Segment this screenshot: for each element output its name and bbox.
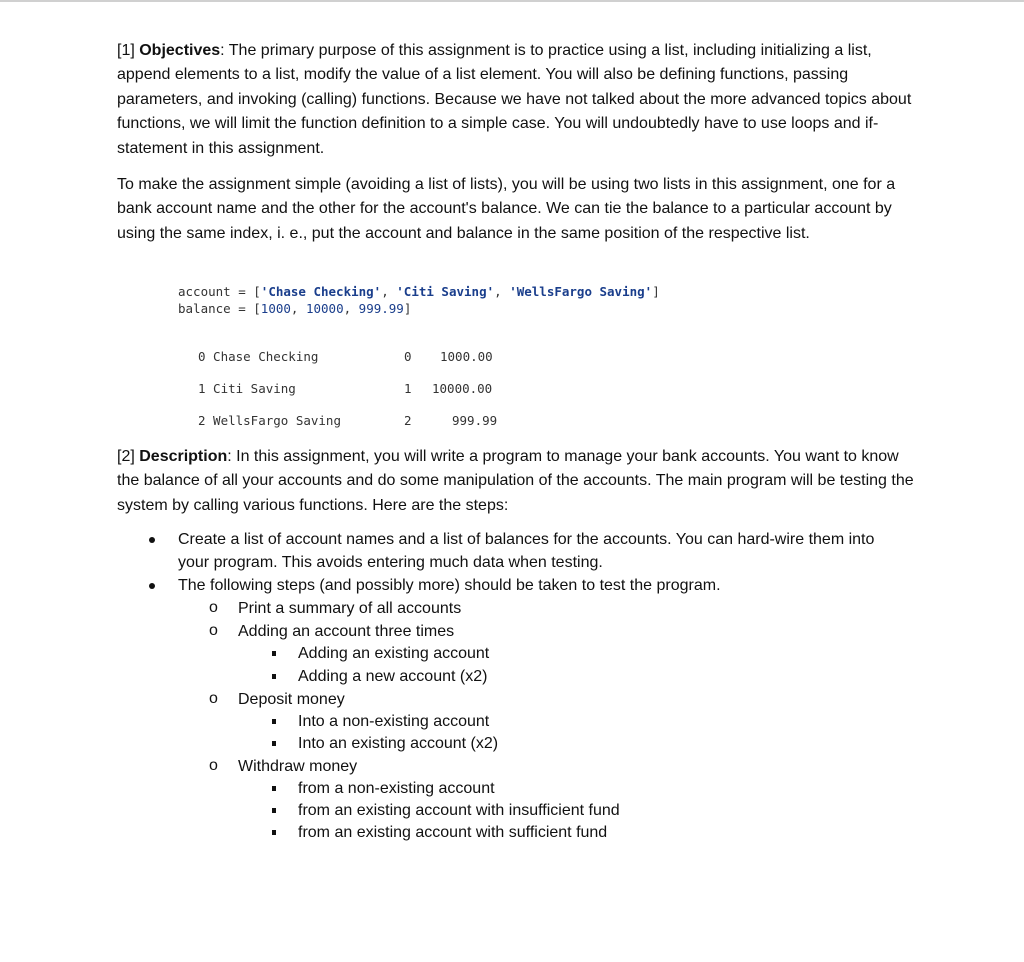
list-item: Adding an account three times bbox=[238, 623, 455, 640]
list-item: Deposit money bbox=[238, 691, 345, 708]
list-item: Into an existing account (x2) bbox=[298, 735, 499, 752]
table-row-index: 1 bbox=[404, 381, 412, 396]
table-row-index: 0 bbox=[404, 349, 412, 364]
intro-paragraph: To make the assignment simple (avoiding a list of lists), you will be using two lists in this assignment, one for a bank account name and the other for the account's balance. We can tie the balance to a particular account by using the same index, i. e., put the account and balance in the same position of the respective list. bbox=[117, 176, 896, 242]
list-item: The following steps (and possibly more) should be taken to test the program. bbox=[178, 577, 721, 594]
table-row-left: 0 Chase Checking bbox=[198, 349, 319, 364]
circle-bullet-icon: o bbox=[209, 690, 218, 707]
list-item: from an existing account with sufficient fund bbox=[298, 824, 608, 841]
list-item: Withdraw money bbox=[238, 758, 358, 775]
objectives-heading: Objectives bbox=[139, 42, 221, 59]
table-row-left: 2 WellsFargo Saving bbox=[198, 413, 341, 428]
top-border bbox=[0, 0, 1024, 2]
balance-code-line: balance = [1000, 10000, 999.99] bbox=[178, 301, 412, 316]
bullet-icon bbox=[149, 537, 155, 543]
list-item: from a non-existing account bbox=[298, 780, 495, 797]
square-bullet-icon bbox=[272, 741, 276, 746]
description-heading: Description bbox=[139, 448, 228, 465]
table-row-value: 10000.00 bbox=[432, 381, 493, 396]
list-item: Into a non-existing account bbox=[298, 713, 490, 730]
list-item: Print a summary of all accounts bbox=[238, 600, 462, 617]
account-code-line: account = ['Chase Checking', 'Citi Saving', 'WellsFargo Saving'] bbox=[178, 284, 660, 299]
square-bullet-icon bbox=[272, 830, 276, 835]
list-item: Adding a new account (x2) bbox=[298, 668, 488, 685]
bullet-icon bbox=[149, 583, 155, 589]
table-row-left: 1 Citi Saving bbox=[198, 381, 296, 396]
table-row-value: 1000.00 bbox=[440, 349, 493, 364]
square-bullet-icon bbox=[272, 674, 276, 679]
square-bullet-icon bbox=[272, 786, 276, 791]
list-item: from an existing account with insufficient fund bbox=[298, 802, 620, 819]
list-item: Adding an existing account bbox=[298, 645, 490, 662]
square-bullet-icon bbox=[272, 651, 276, 656]
circle-bullet-icon: o bbox=[209, 622, 218, 639]
square-bullet-icon bbox=[272, 808, 276, 813]
table-row-value: 999.99 bbox=[452, 413, 498, 428]
table-row-index: 2 bbox=[404, 413, 412, 428]
list-item: Create a list of account names and a list of balances for the accounts. You can hard-wire them into bbox=[178, 531, 875, 548]
circle-bullet-icon: o bbox=[209, 757, 218, 774]
square-bullet-icon bbox=[272, 719, 276, 724]
circle-bullet-icon: o bbox=[209, 599, 218, 616]
description-paragraph: [2] Description: In this assignment, you will write a program to manage your bank accounts. You want to know the balance of all your accounts and do some manipulation of the accounts. The main program will be testing the system by calling various functions. Here are the steps: bbox=[117, 448, 914, 514]
list-item: your program. This avoids entering much data when testing. bbox=[178, 554, 603, 571]
objectives-paragraph: [1] Objectives: The primary purpose of this assignment is to practice using a list, including initializing a list, append elements to a list, modify the value of a list element. You will also be defining functions, passing parameters, and invoking (calling) functions. Because we have not talked about the more advanced topics about functions, we will limit the function definition to a simple case. You will undoubtedly have to use loops and if-statement in this assignment. bbox=[117, 42, 912, 157]
